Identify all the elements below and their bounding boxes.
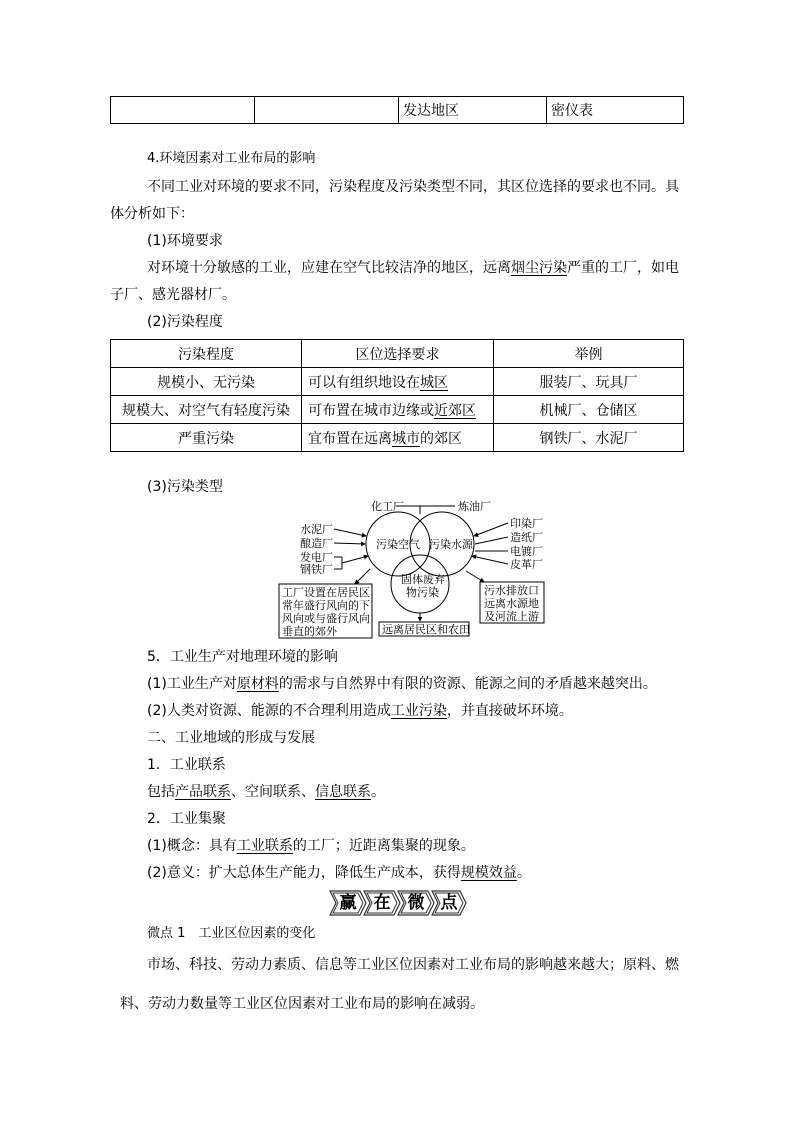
table-cell: 钢铁厂、水泥厂: [494, 424, 684, 452]
underlined-term: 工业联系: [236, 838, 293, 854]
note-line: 工厂设置在居民区: [282, 586, 370, 599]
label-left-item: 钢铁厂: [300, 563, 333, 576]
table-row: [111, 396, 684, 424]
underlined-term: 原材料: [236, 676, 279, 692]
note-line: 及河流上游: [484, 610, 539, 623]
text: 、空间联系、: [231, 784, 315, 800]
subheading: (1)环境要求: [147, 233, 223, 249]
text: 可布置在城市边缘或: [308, 402, 434, 419]
table-cell: 发达地区: [399, 97, 547, 124]
underlined-term: 城区: [420, 374, 448, 391]
part-title: 二、工业地域的形成与发展: [147, 730, 315, 746]
note-line: 远离居民区和农田: [382, 623, 470, 636]
text: (1)工业生产对: [147, 676, 237, 692]
underlined-term: 信息联系: [315, 784, 371, 800]
subheading: 2．工业集聚: [147, 811, 226, 827]
underlined-term: 工业污染: [390, 703, 447, 719]
paragraph: 料、劳动力数量等工业区位因素对工业布局的影响在减弱。: [120, 996, 484, 1012]
subheading: 1．工业联系: [147, 757, 226, 773]
label-water: 污染水源: [429, 538, 473, 551]
label-air: 污染空气: [376, 538, 420, 551]
table-cell: [255, 97, 399, 124]
paragraph: [147, 783, 385, 801]
label-right-item: 造纸厂: [510, 531, 543, 544]
table-header-row: [111, 340, 684, 368]
table-cell: 规模大、对空气有轻度污染: [111, 396, 302, 424]
table-cell: [111, 97, 255, 124]
label-right-item: 电镀厂: [510, 545, 543, 558]
table-cell: [302, 396, 494, 424]
pollution-type-diagram: [270, 496, 560, 642]
subheading: (2)污染程度: [147, 314, 223, 330]
section-title: 5．工业生产对地理环境的影响: [147, 649, 338, 665]
text: (2)人类对资源、能源的不合理利用造成: [147, 703, 391, 719]
pollution-table: [110, 339, 684, 452]
section-title: 4.环境因素对工业布局的影响: [147, 151, 316, 166]
label-left-item: 发电厂: [300, 551, 333, 564]
table-row: [111, 97, 684, 124]
banner-char: 点: [440, 893, 458, 913]
paragraph: [147, 702, 573, 720]
paragraph: [147, 837, 475, 855]
top-table: [110, 96, 684, 124]
text: 可以有组织地设在: [308, 374, 420, 391]
text: (2)意义：扩大总体生产能力，降低生产成本，获得: [147, 865, 461, 881]
note-line: 常年盛行风向的下: [282, 599, 370, 612]
paragraph: [147, 864, 531, 882]
note-line: 污水排放口: [484, 584, 539, 597]
banner-char: 赢: [339, 893, 357, 913]
table-cell: 规模小、无污染: [111, 368, 302, 396]
banner-char: 在: [373, 893, 391, 913]
note-line: 风向或与盛行风向: [282, 612, 370, 625]
column-header: 污染程度: [111, 340, 302, 368]
table-cell: 机械厂、仓储区: [494, 396, 684, 424]
note-line: 垂直的郊外: [282, 625, 337, 638]
label-solid: 固体废弃: [401, 573, 445, 586]
paragraph: [147, 675, 657, 693]
label-left-item: 水泥厂: [300, 523, 333, 536]
text: 的工厂；近距离集聚的现象。: [292, 838, 475, 854]
underlined-term: 烟尘污染: [511, 260, 567, 276]
text: 。: [516, 865, 531, 881]
section-banner: [328, 890, 468, 916]
underlined-term: 产品联系: [175, 784, 231, 800]
paragraph: 体分析如下：: [110, 206, 194, 222]
text: 的郊区: [420, 430, 462, 447]
text: 。: [371, 784, 385, 800]
label-solid: 物污染: [406, 586, 439, 599]
note-line: 远离水源地: [484, 597, 539, 610]
column-header: 区位选择要求: [302, 340, 494, 368]
table-row: [111, 424, 684, 452]
label-chemical-plant: 化工厂: [371, 500, 404, 513]
table-row: [111, 368, 684, 396]
micro-point-title: 微点 1 工业区位因素的变化: [147, 926, 316, 941]
text: 包括: [147, 784, 175, 800]
label-refinery: 炼油厂: [458, 500, 491, 513]
paragraph: [147, 259, 679, 277]
paragraph: 不同工业对环境的要求不同，污染程度及污染类型不同，其区位选择的要求也不同。具: [147, 179, 679, 195]
text: 严重的工厂，如电: [567, 260, 679, 276]
table-cell: [302, 368, 494, 396]
text: 的需求与自然界中有限的资源、能源之间的矛盾越来越突出。: [278, 676, 657, 692]
paragraph: 市场、科技、劳动力素质、信息等工业区位因素对工业布局的影响越来越大；原料、燃: [147, 957, 679, 973]
label-right-item: 皮革厂: [510, 558, 543, 571]
table-cell: [302, 424, 494, 452]
column-header: 举例: [494, 340, 684, 368]
label-right-item: 印染厂: [510, 517, 543, 530]
label-left-item: 酿造厂: [300, 537, 333, 550]
banner-char: 微: [407, 893, 425, 913]
underlined-term: 近郊区: [434, 402, 476, 419]
underlined-term: 城市: [392, 430, 420, 447]
underlined-term: 规模效益: [460, 865, 517, 881]
table-cell: 服装厂、玩具厂: [494, 368, 684, 396]
text: 对环境十分敏感的工业，应建在空气比较洁净的地区，远离: [147, 260, 511, 276]
text: ，并直接破坏环境。: [446, 703, 573, 719]
text: (1)概念：具有: [147, 838, 237, 854]
table-cell: 密仪表: [547, 97, 684, 124]
subheading: (3)污染类型: [147, 479, 223, 495]
text: 宜布置在远离: [308, 430, 392, 447]
paragraph: 子厂、感光器材厂。: [110, 287, 236, 303]
table-cell: 严重污染: [111, 424, 302, 452]
